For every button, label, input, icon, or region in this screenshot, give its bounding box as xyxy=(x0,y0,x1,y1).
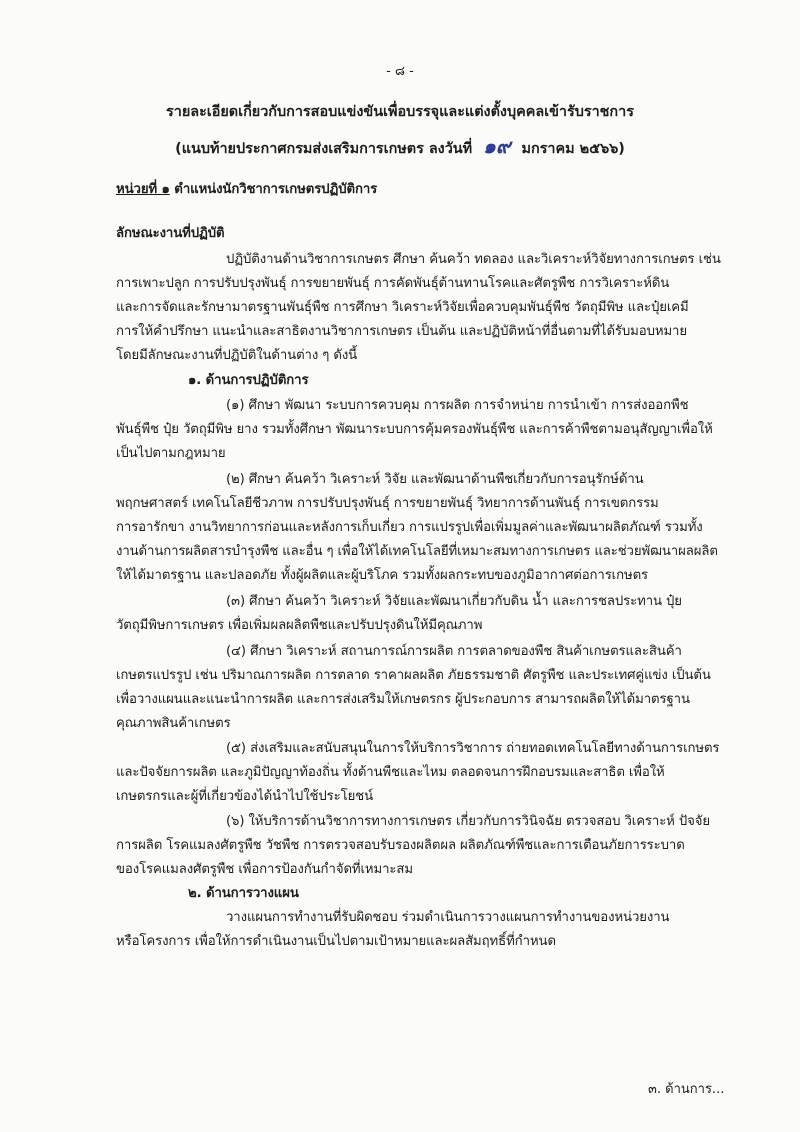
section-heading: ลักษณะงานที่ปฏิบัติ xyxy=(116,226,225,241)
paragraph-line: เกษตรกรและผู้ที่เกี่ยวข้องได้นำไปใช้ประโยชน์ xyxy=(116,789,374,804)
paragraph-line: เกษตรแปรรูป เช่น ปริมาณการผลิต การตลาด ราคาผลผลิต ภัยธรรมชาติ ศัตรูพืช และประเทศคู่แข่ง เป็นต้น xyxy=(116,668,711,683)
paragraph-line: ปฏิบัติงานด้านวิชาการเกษตร ศึกษา ค้นคว้า ทดลอง และวิเคราะห์วิจัยทางการเกษตร เช่น xyxy=(226,252,721,267)
paragraph-line: ของโรคแมลงศัตรูพืช เพื่อการป้องกันกำจัดที่เหมาะสม xyxy=(116,862,413,877)
unit-position: ตำแหน่งนักวิชาการเกษตรปฏิบัติการ xyxy=(174,182,378,197)
paragraph-line: หรือโครงการ เพื่อให้การดำเนินงานเป็นไปตามเป้าหมายและผลสัมฤทธิ์ที่กำหนด xyxy=(116,934,556,949)
document-title-line1: รายละเอียดเกี่ยวกับการสอบแข่งขันเพื่อบรรจุและแต่งตั้งบุคคลเข้ารับราชการ xyxy=(166,104,634,120)
page-number: - ๘ - xyxy=(386,64,414,79)
subsection-heading-operations: ๑. ด้านการปฏิบัติการ xyxy=(188,373,309,388)
paragraph-line: งานด้านการผลิตสารบำรุงพืช และอื่น ๆ เพื่อให้ได้เทคโนโลยีที่เหมาะสมทางการเกษตร และช่วยพัฒนาผลผลิต xyxy=(116,544,718,559)
document-title-line2 xyxy=(0,130,800,162)
paragraph-line: การอารักขา งานวิทยาการก่อนและหลังการเก็บเกี่ยว การแปรรูปเพื่อเพิ่มมูลค่าและพัฒนาผลิตภัณฑ์ รวมทั้ง xyxy=(116,520,703,535)
paragraph-line: วัตถุมีพิษการเกษตร เพื่อเพิ่มผลผลิตพืชและปรับปรุงดินให้มีคุณภาพ xyxy=(116,618,483,633)
subsection-heading-planning: ๒. ด้านการวางแผน xyxy=(188,886,299,901)
paragraph-line: ให้ได้มาตรฐาน และปลอดภัย ทั้งผู้ผลิตและผู้บริโภค รวมทั้งผลกระทบของภูมิอากาศต่อการเกษตร xyxy=(116,568,649,583)
paragraph-line: คุณภาพสินค้าเกษตร xyxy=(116,716,231,731)
paragraph-line: (๔) ศึกษา วิเคราะห์ สถานการณ์การผลิต การตลาดของพืช สินค้าเกษตรและสินค้า xyxy=(226,644,682,659)
unit-label: หน่วยที่ ๑ xyxy=(116,182,170,197)
paragraph-line: พฤกษศาสตร์ เทคโนโลยีชีวภาพ การปรับปรุงพันธุ์ การขยายพันธุ์ วิทยาการด้านพันธุ์ การเขตกรรม xyxy=(116,496,659,511)
paragraph-line: (๓) ศึกษา ค้นคว้า วิเคราะห์ วิจัยและพัฒนาเกี่ยวกับดิน น้ำ และการชลประทาน ปุ๋ย xyxy=(226,594,682,609)
paragraph-line: และปัจจัยการผลิต และภูมิปัญญาท้องถิ่น ทั้งด้านพืชและไหม ตลอดจนการฝึกอบรมและสาธิต เพื่อให้ xyxy=(116,765,665,780)
paragraph-line: (๖) ให้บริการด้านวิชาการทางการเกษตร เกี่ยวกับการวินิจฉัย ตรวจสอบ วิเคราะห์ ปัจจัย xyxy=(226,814,711,829)
paragraph-line: และการจัดและรักษามาตรฐานพันธุ์พืช การศึกษา วิเคราะห์วิจัยเพื่อควบคุมพันธุ์พืช วัตถุมีพิษ และปุ๋ยเคมี xyxy=(116,300,689,315)
title-suffix: มกราคม ๒๕๖๖) xyxy=(521,141,625,157)
paragraph-line: การเพาะปลูก การปรับปรุงพันธุ์ การขยายพันธุ์ การคัดพันธุ์ต้านทานโรคและศัตรูพืช การวิเคราะห์ดิน xyxy=(116,276,670,291)
paragraph-line: (๒) ศึกษา ค้นคว้า วิเคราะห์ วิจัย และพัฒนาด้านพืชเกี่ยวกับการอนุรักษ์ด้าน xyxy=(226,472,644,487)
paragraph-line: การให้คำปรึกษา แนะนำและสาธิตงานวิชาการเกษตร เป็นต้น และปฏิบัติหน้าที่อื่นตามที่ได้รับมอบหมาย xyxy=(116,324,687,339)
title-prefix: (แนบท้ายประกาศกรมส่งเสริมการเกษตร ลงวันที่ xyxy=(175,141,473,157)
paragraph-line: วางแผนการทำงานที่รับผิดชอบ ร่วมดำเนินการวางแผนการทำงานของหน่วยงาน xyxy=(226,910,670,925)
paragraph-line: โดยมีลักษณะงานที่ปฏิบัติในด้านต่าง ๆ ดังนี้ xyxy=(116,348,358,363)
paragraph-line: เป็นไปตามกฎหมาย xyxy=(116,446,226,461)
paragraph-line: พันธุ์พืช ปุ๋ย วัตถุมีพิษ ยาง รวมทั้งศึกษา พัฒนาระบบการคุ้มครองพันธุ์พืช และการค้าพืชตามอนุสัญญาเพื่อให้ xyxy=(116,422,713,437)
handwritten-date: ๑๙ xyxy=(483,134,511,158)
unit-heading xyxy=(116,178,377,199)
continuation-note: ๓. ด้านการ... xyxy=(648,1082,725,1097)
paragraph-line: (๕) ส่งเสริมและสนับสนุนในการให้บริการวิชาการ ถ่ายทอดเทคโนโลยีทางด้านการเกษตร xyxy=(226,741,720,756)
paragraph-line: (๑) ศึกษา พัฒนา ระบบการควบคุม การผลิต การจำหน่าย การนำเข้า การส่งออกพืช xyxy=(226,398,689,413)
paragraph-line: การผลิต โรคแมลงศัตรูพืช วัชพืช การตรวจสอบรับรองผลิตผล ผลิตภัณฑ์พืชและการเตือนภัยการระบาด xyxy=(116,838,685,853)
paragraph-line: เพื่อวางแผนและแนะนำการผลิต และการส่งเสริมให้เกษตรกร ผู้ประกอบการ สามารถผลิตให้ได้มาตรฐาน xyxy=(116,692,690,707)
